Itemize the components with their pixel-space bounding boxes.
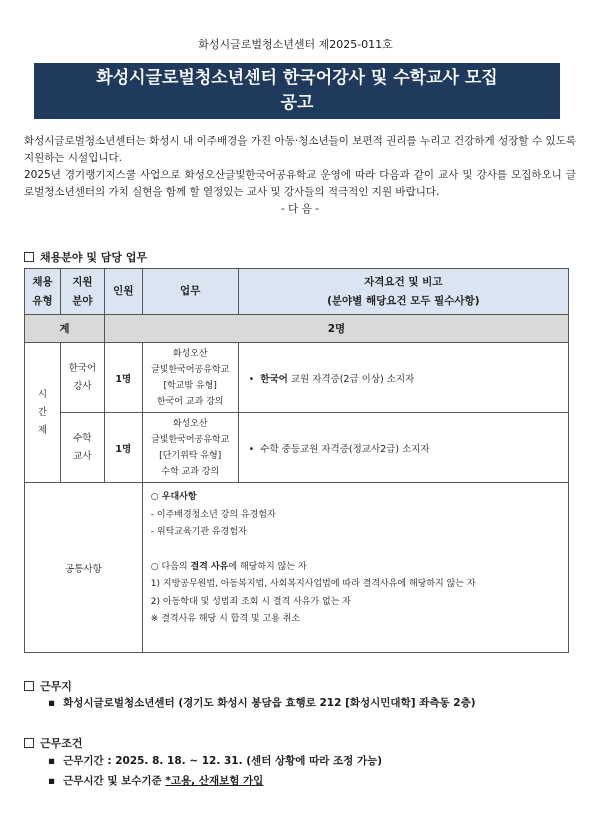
total-value: 2명 — [104, 315, 568, 343]
table-row — [25, 343, 569, 413]
title-line-2: 공고 — [280, 93, 314, 113]
employment-type: 시 간 제 — [25, 343, 61, 483]
header-field: 지원 분야 — [60, 269, 104, 315]
count-korean: 1명 — [104, 343, 142, 413]
section-heading-workplace — [24, 678, 72, 694]
disqualification-title: ○ 다음의 결격 사유에 해당하지 않는 자 — [150, 561, 307, 572]
insurance-note: *고용, 산재보험 가입 — [165, 775, 264, 787]
intro-paragraph-2: 2025년 경기랭기지스쿨 사업으로 화성오산글빛한국어공유학교 운영에 따라 다음과 같이 교사 및 강사를 모집하오니 글로벌청소년센터의 가치 실현을 함께 할 열정있는 교사 및 강사들의 적극적인 지원 바랍니다. — [24, 169, 576, 198]
header-type: 채용 유형 — [25, 269, 61, 315]
section-heading-recruitment — [24, 249, 147, 265]
intro-paragraph-1: 화성시글로벌청소년센터는 화성시 내 이주배경을 가진 아동·청소년들이 보편적 권리를 누리고 건강하게 성장할 수 있도록 지원하는 시설입니다. — [24, 135, 576, 164]
title-line-1: 화성시글로벌청소년센터 한국어강사 및 수학교사 모집 — [96, 68, 498, 88]
table-row — [25, 413, 569, 483]
disqualification-note: ※ 결격사유 해당 시 합격 및 고용 취소 — [150, 614, 301, 624]
intro-text — [24, 133, 576, 218]
header-count: 인원 — [104, 269, 142, 315]
field-math: 수학 교사 — [60, 413, 104, 483]
checkbox-square-icon — [24, 252, 34, 262]
table-total-row — [25, 315, 569, 343]
header-requirements: 자격요건 및 비고 (분야별 해당요건 모두 필수사항) — [238, 269, 568, 315]
recruitment-table — [24, 268, 569, 653]
title-banner — [34, 63, 560, 119]
duty-korean: 화성오산 글빛한국어공유학교 [학교밖 유형] 한국어 교과 강의 — [142, 343, 238, 413]
section-heading-conditions — [24, 735, 83, 751]
work-hours: ▪ 근무시간 및 보수기준 *고용, 산재보험 가입 — [48, 771, 382, 791]
count-math: 1명 — [104, 413, 142, 483]
section-title: 채용분야 및 담당 업무 — [40, 251, 148, 264]
checkbox-square-icon — [24, 738, 34, 748]
table-common-row — [25, 483, 569, 653]
workplace-list — [48, 693, 476, 713]
work-period: ▪ 근무기간 : 2025. 8. 18. ~ 12. 31. (센터 상황에 따라 조정 가능) — [48, 751, 382, 771]
common-label: 공통사항 — [25, 483, 143, 653]
preference-title: ○ 우대사항 — [150, 492, 197, 502]
document-number: 화성시글로벌청소년센터 제2025-011호 — [198, 38, 393, 51]
table-header-row — [25, 269, 569, 315]
conditions-list — [48, 751, 382, 791]
requirement-korean: • 한국어 교원 자격증(2급 이상) 소지자 — [238, 343, 568, 413]
disqualification-item: 1) 지방공무원법, 아동복지법, 사회복지사업법에 따라 결격사유에 해당하지 않는 자 — [150, 579, 476, 589]
section-title: 근무지 — [40, 680, 72, 693]
checkbox-square-icon — [24, 681, 34, 691]
total-label: 계 — [25, 315, 105, 343]
duty-math: 화성오산 글빛한국어공유학교 [단기위탁 유형] 수학 교과 강의 — [142, 413, 238, 483]
workplace-address: ▪ 화성시글로벌청소년센터 (경기도 화성시 봉담읍 효행로 212 [화성시민대학] 좌측동 2층) — [48, 693, 476, 713]
preference-item: - 위탁교육기관 유경험자 — [150, 527, 247, 537]
field-korean: 한국어 강사 — [60, 343, 104, 413]
header-duty: 업무 — [142, 269, 238, 315]
section-title: 근무조건 — [40, 737, 83, 750]
requirement-math: • 수학 중등교원 자격증(정교사2급) 소지자 — [238, 413, 568, 483]
preference-item: - 이주배경청소년 강의 유경험자 — [150, 509, 276, 520]
common-conditions — [142, 483, 568, 653]
intro-dah-eum: - 다 음 - — [281, 203, 319, 215]
disqualification-item: 2) 아동학대 및 성범죄 조회 시 결격 사유가 없는 자 — [150, 596, 351, 607]
